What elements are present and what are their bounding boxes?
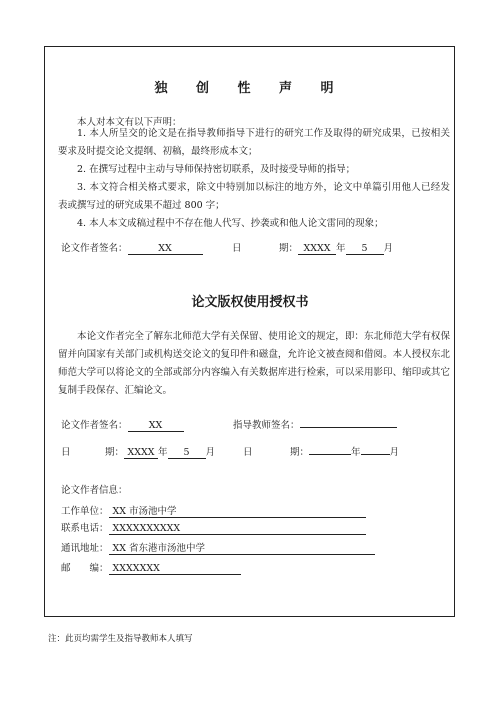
advisor-sign-field[interactable] bbox=[300, 427, 397, 428]
date2-ri: 日 bbox=[243, 447, 253, 458]
postcode-label: 邮 编： bbox=[61, 563, 109, 574]
year-field[interactable]: XXXX bbox=[298, 243, 336, 255]
address-row bbox=[61, 543, 375, 555]
date2-month-field[interactable] bbox=[361, 454, 390, 455]
declaration-date-row bbox=[279, 243, 393, 255]
date1-ri: 日 bbox=[61, 447, 71, 458]
declaration-signature-row bbox=[61, 243, 203, 255]
authorization-title: 论文版权使用授权书 bbox=[191, 295, 309, 310]
author-info-heading: 论文作者信息： bbox=[61, 485, 128, 496]
date2-row bbox=[290, 447, 399, 459]
month-field[interactable]: 5 bbox=[346, 243, 384, 255]
advisor-sign-row bbox=[233, 420, 397, 432]
work-row bbox=[61, 506, 366, 518]
date2-year-field[interactable] bbox=[309, 454, 351, 455]
advisor-sign-label: 指导教师签名： bbox=[233, 420, 300, 431]
date1-month-field[interactable]: 5 bbox=[168, 447, 206, 459]
signature-label: 论文作者签名： bbox=[61, 243, 128, 254]
footnote: 注：此页均需学生及指导教师本人填写 bbox=[48, 634, 193, 644]
declaration-date-ri: 日 bbox=[232, 243, 242, 254]
date1-row bbox=[105, 447, 215, 459]
date1-label: 期： bbox=[105, 447, 125, 458]
date1-year-unit: 年 bbox=[158, 447, 168, 458]
date1-month-unit: 月 bbox=[205, 447, 216, 458]
date1-year-field[interactable]: XXXX bbox=[124, 447, 158, 459]
address-label: 通讯地址： bbox=[61, 543, 109, 554]
declaration-item-1: 1. 本人所呈交的论文是在指导教师指导下进行的研究工作及取得的研究成果，已按相关要求及时提交论文提纲、初稿，最终形成本文； bbox=[58, 128, 450, 157]
postcode-row bbox=[61, 563, 241, 575]
date2-month-unit: 月 bbox=[389, 447, 400, 458]
date2-label: 期： bbox=[290, 447, 310, 458]
declaration-item-3: 3. 本文符合相关格式要求，除文中特别加以标注的地方外，论文中单篇引用他人已经发表或撰写过的研究成果不超过 800 字； bbox=[58, 182, 450, 211]
phone-field[interactable]: XXXXXXXXXX bbox=[109, 523, 366, 535]
work-field[interactable]: XX 市汤池中学 bbox=[109, 506, 366, 518]
author-sign-row bbox=[61, 420, 184, 432]
postcode-field[interactable]: XXXXXXX bbox=[109, 563, 241, 575]
declaration-item-2: 2. 在撰写过程中主动与导师保持密切联系，及时接受导师的指导； bbox=[77, 164, 356, 175]
work-label: 工作单位： bbox=[61, 506, 109, 517]
declaration-intro: 本人对本文有以下声明： bbox=[77, 117, 182, 128]
date-label: 期： bbox=[279, 243, 299, 254]
year-unit: 年 bbox=[336, 243, 346, 254]
authorization-body: 本论文作者完全了解东北师范大学有关保留、使用论文的规定，即：东北师范大学有权保留并向国家有关部门或机构送交论文的复印件和磁盘，允许论文被查阅和借阅。本人授权东北师范大学可以将论文的全部或部分内容编入有关数据库进行检索，可以采用影印、缩印或其它复制手段保存、汇编论文。 bbox=[58, 331, 450, 396]
date2-year-unit: 年 bbox=[351, 447, 361, 458]
author-sign-field[interactable]: XX bbox=[128, 420, 184, 432]
signature-field[interactable]: XX bbox=[128, 243, 203, 255]
month-unit: 月 bbox=[383, 243, 394, 254]
phone-label: 联系电话： bbox=[61, 523, 109, 534]
phone-row bbox=[61, 523, 366, 535]
author-sign-label: 论文作者签名： bbox=[61, 420, 128, 431]
declaration-item-4: 4. 本人本文成稿过程中不存在他人代写、抄袭或和他人论文雷同的现象； bbox=[77, 218, 384, 229]
address-field[interactable]: XX 省东港市汤池中学 bbox=[109, 543, 375, 555]
declaration-title: 独 创 性 声 明 bbox=[154, 81, 346, 96]
